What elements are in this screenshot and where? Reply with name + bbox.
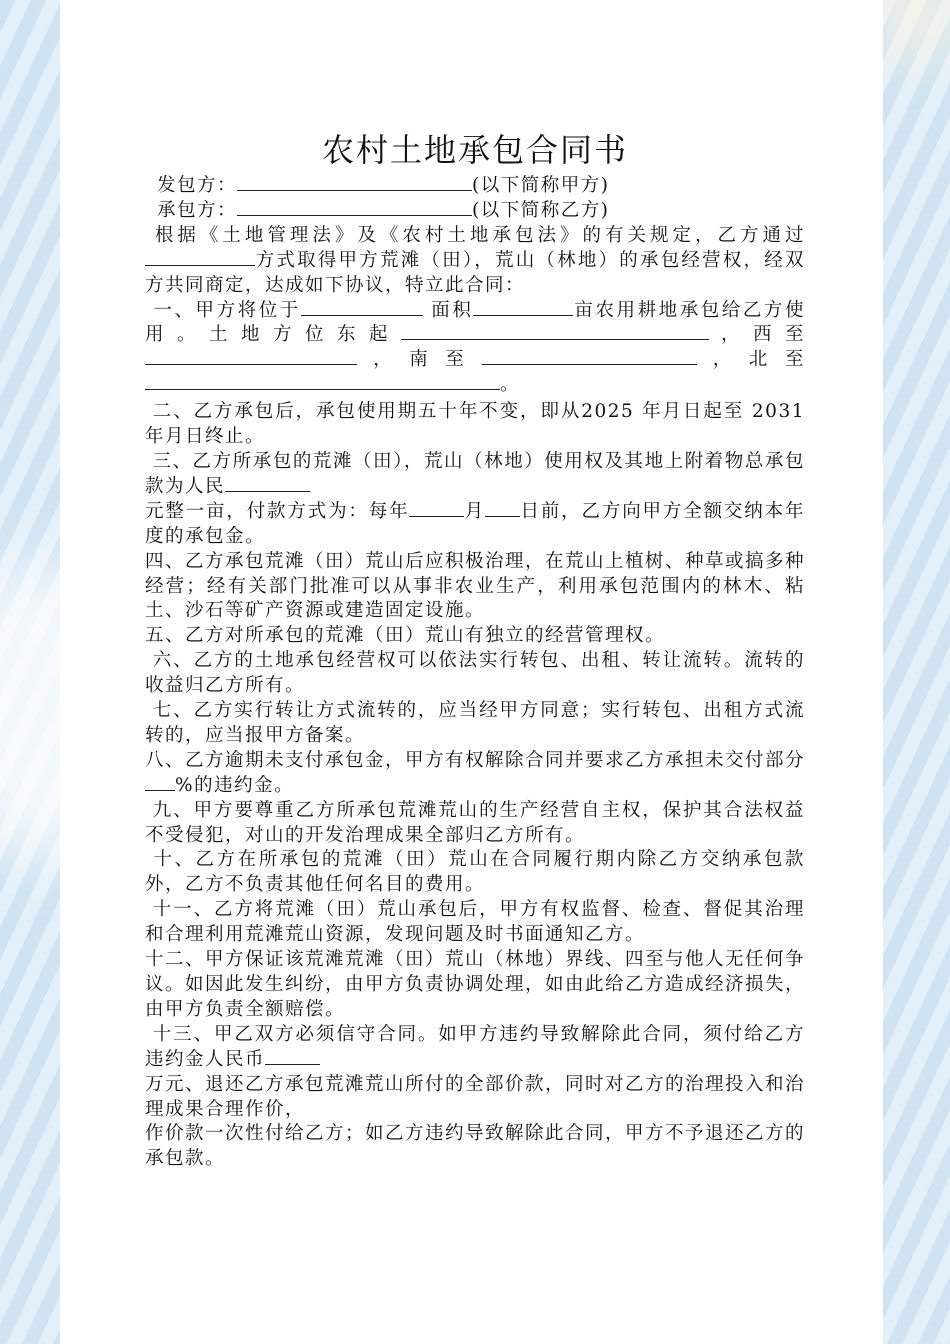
intro-text-1: 根据《土地管理法》及《农村土地承包法》的有关规定，乙方通过 <box>145 224 805 246</box>
party-a-label: 发包方： <box>157 175 238 196</box>
clause-3-text-4: 日前，乙方向甲方全额交纳本年度的承包金。 <box>145 500 805 547</box>
clause-1-blank-north-a <box>145 373 300 390</box>
clause-4: 四、乙方承包荒滩（田）荒山后应积极治理，在荒山上植树、种草或搞多种经营；经有关部门批准可以从事非农业生产，利用承包范围内的林木、粘土、沙石等矿产资源或建造固定设施。 <box>145 550 806 622</box>
clause-3-text-3: 月 <box>464 500 486 522</box>
clause-1-text-4: ，西至 <box>708 324 805 346</box>
party-a-line <box>145 174 805 199</box>
clause-13-text-2: 万元、退还乙方承包荒滩荒山所付的全部价款，同时对乙方的治理投入和治理成果合理作价， <box>145 1073 806 1120</box>
clause-3-blank-amount <box>225 475 310 492</box>
clause-8 <box>145 749 805 799</box>
clause-8-text-1: 八、乙方逾期未支付承包金，甲方有权解除合同并要求乙方承担未交付部分 <box>145 749 806 771</box>
clause-7: 七、乙方实行转让方式流转的，应当经甲方同意；实行转包、出租方式流转的，应当报甲方备案。 <box>145 700 805 746</box>
clause-1-blank-location <box>301 299 423 316</box>
clause-3-blank-day <box>485 500 520 517</box>
clause-6: 六、乙方的土地承包经营权可以依法实行转包、出租、转让流转。流转的收益归乙方所有。 <box>145 650 805 697</box>
clause-5: 五、乙方对所承包的荒滩（田）荒山有独立的经营管理权。 <box>145 625 666 647</box>
clause-1-blank-east <box>401 323 709 340</box>
party-b-label: 承包方： <box>157 199 238 221</box>
party-b-blank <box>237 199 472 216</box>
intro-text-2: 方式取得甲方荒滩（田），荒山（林地）的承包经营权，经双方共同商定，达成如下协议，特立此合同： <box>145 249 805 296</box>
clause-1-text-5: ，南至 <box>357 349 482 371</box>
clause-3-text-2: 元整一亩，付款方式为：每年 <box>145 500 410 522</box>
party-a-blank <box>237 174 472 191</box>
document-content <box>145 128 813 1172</box>
clause-1-blank-west <box>145 348 357 365</box>
clause-3-text-1: 三、乙方所承包的荒滩（田），荒山（林地）使用权及其地上附着物总承包款为人民 <box>145 450 805 497</box>
clause-1 <box>145 299 805 399</box>
clause-3 <box>145 450 805 550</box>
clause-1-text-7: 。 <box>500 374 521 396</box>
intro-paragraph <box>145 224 805 299</box>
clause-1-blank-south <box>482 348 697 365</box>
clause-11: 十一、乙方将荒滩（田）荒山承包后，甲方有权监督、检查、督促其治理和合理利用荒滩荒山资源，发现问题及时书面通知乙方。 <box>145 899 805 946</box>
document-title: 农村土地承包合同书 <box>321 131 628 169</box>
clause-1-text-1: 一、甲方将位于 <box>145 299 301 321</box>
clause-8-blank-percent <box>145 774 175 791</box>
clause-9: 九、甲方要尊重乙方所承包荒滩荒山的生产经营自主权，保护其合法权益不受侵犯，对山的开发治理成果全部归乙方所有。 <box>145 799 805 846</box>
clause-1-text-6: ，北至 <box>696 349 805 371</box>
clause-13-blank-penalty <box>265 1048 320 1065</box>
clause-1-blank-area <box>473 299 573 316</box>
intro-blank-method <box>145 249 255 266</box>
clause-12: 十二、甲方保证该荒滩荒滩（田）荒山（林地）界线、四至与他人无任何争议。如因此发生纠纷，由甲方负责协调处理，如由此给乙方造成经济损失，由甲方负责全额赔偿。 <box>145 949 806 1020</box>
clause-13 <box>145 1023 805 1172</box>
clause-2: 二、乙方承包后，承包使用期五十年不变，即从2025 年月日起至 2031 年月日终止。 <box>145 401 813 448</box>
clause-8-text-2: %的违约金。 <box>175 774 295 796</box>
clause-1-text-2: 面积 <box>422 299 474 321</box>
clause-13-text-1: 十三、甲乙双方必须信守合同。如甲方违约导致解除此合同，须付给乙方违约金人民币 <box>145 1023 805 1070</box>
party-b-line <box>145 199 805 224</box>
clause-3-blank-month <box>409 500 464 517</box>
clause-13-text-3: 作价款一次性付给乙方；如乙方违约导致解除此合同，甲方不予退还乙方的承包款。 <box>145 1123 806 1170</box>
clause-1-text-3: 亩农用耕地承包给乙方使用。土地方位东起 <box>145 299 805 346</box>
party-b-suffix: (以下简称乙方) <box>472 199 610 221</box>
document-page <box>60 0 883 1344</box>
party-a-suffix: (以下简称甲方) <box>472 175 610 196</box>
clause-1-blank-north-b <box>300 373 500 390</box>
clause-10: 十、乙方在所承包的荒滩（田）荒山在合同履行期内除乙方交纳承包款外，乙方不负责其他任何名目的费用。 <box>145 849 805 896</box>
